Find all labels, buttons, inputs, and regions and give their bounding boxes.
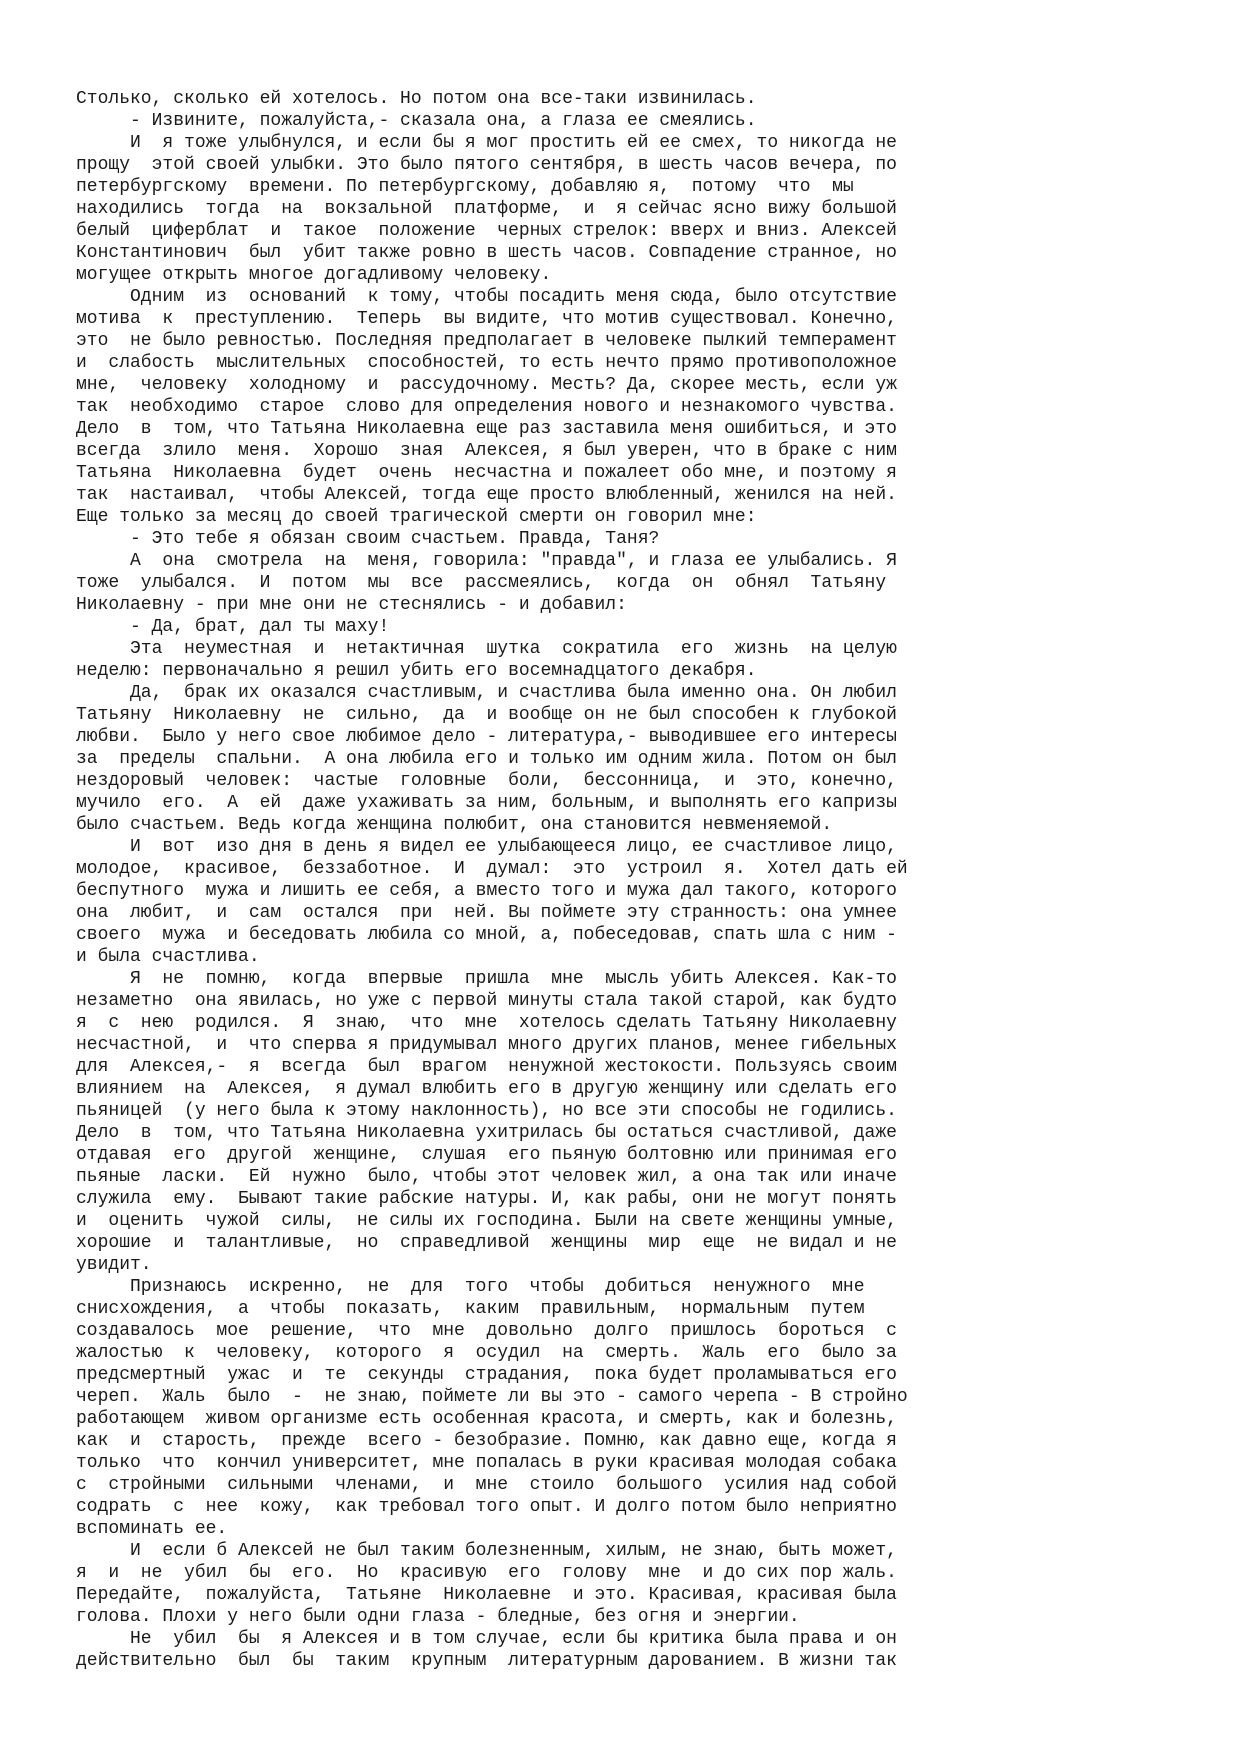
text-line: создавалось мое решение, что мне довольно долго пришлось бороться с (76, 1321, 897, 1341)
text-line: Передайте, пожалуйста, Татьяне Николаевне и это. Красивая, красивая была (76, 1585, 897, 1605)
text-line: предсмертный ужас и те секунды страдания, пока будет проламываться его (76, 1365, 897, 1385)
text-line: для Алексея,- я всегда был врагом ненужной жестокости. Пользуясь своим (76, 1057, 897, 1077)
text-line: она любит, и сам остался при ней. Вы поймете эту странность: она умнее (76, 903, 897, 923)
text-line: только что кончил университет, мне попалась в руки красивая молодая собака (76, 1453, 897, 1473)
text-line: петербургскому времени. По петербургскому, добавляю я, потому что мы (76, 177, 854, 197)
text-line: это не было ревностью. Последняя предполагает в человеке пылкий темперамент (76, 331, 897, 351)
text-line: - Да, брат, дал ты маху! (76, 617, 390, 637)
text-line: Константинович был убит также ровно в шесть часов. Совпадение странное, но (76, 243, 897, 263)
text-line: жалостью к человеку, которого я осудил на смерть. Жаль его было за (76, 1343, 897, 1363)
text-line: Не убил бы я Алексея и в том случае, если бы критика была права и он (76, 1629, 897, 1649)
text-line: И я тоже улыбнулся, и если бы я мог простить ей ее смех, то никогда не (76, 133, 897, 153)
text-line: и слабость мыслительных способностей, то есть нечто прямо противоположное (76, 353, 897, 373)
text-line: беспутного мужа и лишить ее себя, а вместо того и мужа дал такого, которого (76, 881, 897, 901)
text-line: я и не убил бы его. Но красивую его голову мне и до сих пор жаль. (76, 1563, 897, 1583)
text-line: увидит. (76, 1255, 152, 1275)
text-line: Николаевну - при мне они не стеснялись - и добавил: (76, 595, 627, 615)
text-line: содрать с нее кожу, как требовал того опыт. И долго потом было неприятно (76, 1497, 897, 1517)
text-line: Татьяна Николаевна будет очень несчастна и пожалеет обо мне, и поэтому я (76, 463, 897, 483)
text-line: находились тогда на вокзальной платформе, и я сейчас ясно вижу большой (76, 199, 897, 219)
text-line: действительно был бы таким крупным литературным дарованием. В жизни так (76, 1651, 897, 1671)
text-line: своего мужа и беседовать любила со мной, а, побеседовав, спать шла с ним - (76, 925, 897, 945)
text-line: Дело в том, что Татьяна Николаевна еще раз заставила меня ошибиться, и это (76, 419, 897, 439)
text-line: как и старость, прежде всего - безобразие. Помню, как давно еще, когда я (76, 1431, 897, 1451)
text-line: тоже улыбался. И потом мы все рассмеялись, когда он обнял Татьяну (76, 573, 887, 593)
text-line: так настаивал, чтобы Алексей, тогда еще просто влюбленный, женился на ней. (76, 485, 897, 505)
text-line: с стройными сильными членами, и мне стоило большого усилия над собой (76, 1475, 897, 1495)
text-line: и была счастлива. (76, 947, 260, 967)
text-line: мучило его. А ей даже ухаживать за ним, больным, и выполнять его капризы (76, 793, 897, 813)
text-line: Дело в том, что Татьяна Николаевна ухитрилась бы остаться счастливой, даже (76, 1123, 897, 1143)
text-line: нездоровый человек: частые головные боли, бессонница, и это, конечно, (76, 771, 897, 791)
text-line: вспоминать ее. (76, 1519, 228, 1539)
text-line: я с нею родился. Я знаю, что мне хотелось сделать Татьяну Николаевну (76, 1013, 897, 1033)
text-line: могущее открыть многое догадливому человеку. (76, 265, 552, 285)
text-line: неделю: первоначально я решил убить его восемнадцатого декабря. (76, 661, 757, 681)
text-line: пьяницей (у него была к этому наклонность), но все эти способы не годились. (76, 1101, 897, 1121)
text-line: Я не помню, когда впервые пришла мне мысль убить Алексея. Как-то (76, 969, 897, 989)
text-line: прощу этой своей улыбки. Это было пятого сентября, в шесть часов вечера, по (76, 155, 897, 175)
text-line: И вот изо дня в день я видел ее улыбающееся лицо, ее счастливое лицо, (76, 837, 897, 857)
text-line: снисхождения, а чтобы показать, каким правильным, нормальным путем (76, 1299, 865, 1319)
text-line: череп. Жаль было - не знаю, поймете ли вы это - самого черепа - В стройно (76, 1387, 908, 1407)
text-line: Столько, сколько ей хотелось. Но потом она все-таки извинилась. (76, 89, 757, 109)
text-line: работающем живом организме есть особенная красота, и смерть, как и болезнь, (76, 1409, 897, 1429)
text-line: отдавая его другой женщине, слушая его пьяную болтовню или принимая его (76, 1145, 897, 1165)
text-line: голова. Плохи у него были одни глаза - бледные, без огня и энергии. (76, 1607, 800, 1627)
text-line: белый циферблат и такое положение черных стрелок: вверх и вниз. Алексей (76, 221, 897, 241)
text-line: Эта неуместная и нетактичная шутка сократила его жизнь на целую (76, 639, 897, 659)
text-line: мотива к преступлению. Теперь вы видите, что мотив существовал. Конечно, (76, 309, 897, 329)
text-line: любви. Было у него свое любимое дело - литература,- выводившее его интересы (76, 727, 897, 747)
text-line: Да, брак их оказался счастливым, и счастлива была именно она. Он любил (76, 683, 897, 703)
text-line: всегда злило меня. Хорошо зная Алексея, я был уверен, что в браке с ним (76, 441, 897, 461)
text-line: И если б Алексей не был таким болезненным, хилым, не знаю, быть может, (76, 1541, 897, 1561)
text-line: - Это тебе я обязан своим счастьем. Правда, Таня? (76, 529, 660, 549)
text-line: Еще только за месяц до своей трагической смерти он говорил мне: (76, 507, 757, 527)
text-line: несчастной, и что сперва я придумывал много других планов, менее гибельных (76, 1035, 897, 1055)
text-line: Одним из оснований к тому, чтобы посадить меня сюда, было отсутствие (76, 287, 897, 307)
text-line: - Извините, пожалуйста,- сказала она, а глаза ее смеялись. (76, 111, 757, 131)
text-line: мне, человеку холодному и рассудочному. Месть? Да, скорее месть, если уж (76, 375, 897, 395)
text-line: влиянием на Алексея, я думал влюбить его в другую женщину или сделать его (76, 1079, 897, 1099)
document-body (76, 88, 1176, 1672)
text-line: служила ему. Бывают такие рабские натуры. И, как рабы, они не могут понять (76, 1189, 897, 1209)
text-line: Татьяну Николаевну не сильно, да и вообще он не был способен к глубокой (76, 705, 897, 725)
text-line: молодое, красивое, беззаботное. И думал: это устроил я. Хотел дать ей (76, 859, 908, 879)
text-line: так необходимо старое слово для определения нового и незнакомого чувства. (76, 397, 897, 417)
text-line: пьяные ласки. Ей нужно было, чтобы этот человек жил, а она так или иначе (76, 1167, 897, 1187)
text-line: и оценить чужой силы, не силы их господина. Были на свете женщины умные, (76, 1211, 897, 1231)
text-line: за пределы спальни. А она любила его и только им одним жила. Потом он был (76, 749, 897, 769)
text-line: А она смотрела на меня, говорила: "правда", и глаза ее улыбались. Я (76, 551, 897, 571)
text-line: Признаюсь искренно, не для того чтобы добиться ненужного мне (76, 1277, 865, 1297)
text-line: хорошие и талантливые, но справедливой женщины мир еще не видал и не (76, 1233, 897, 1253)
text-line: было счастьем. Ведь когда женщина полюбит, она становится невменяемой. (76, 815, 833, 835)
text-line: незаметно она явилась, но уже с первой минуты стала такой старой, как будто (76, 991, 897, 1011)
